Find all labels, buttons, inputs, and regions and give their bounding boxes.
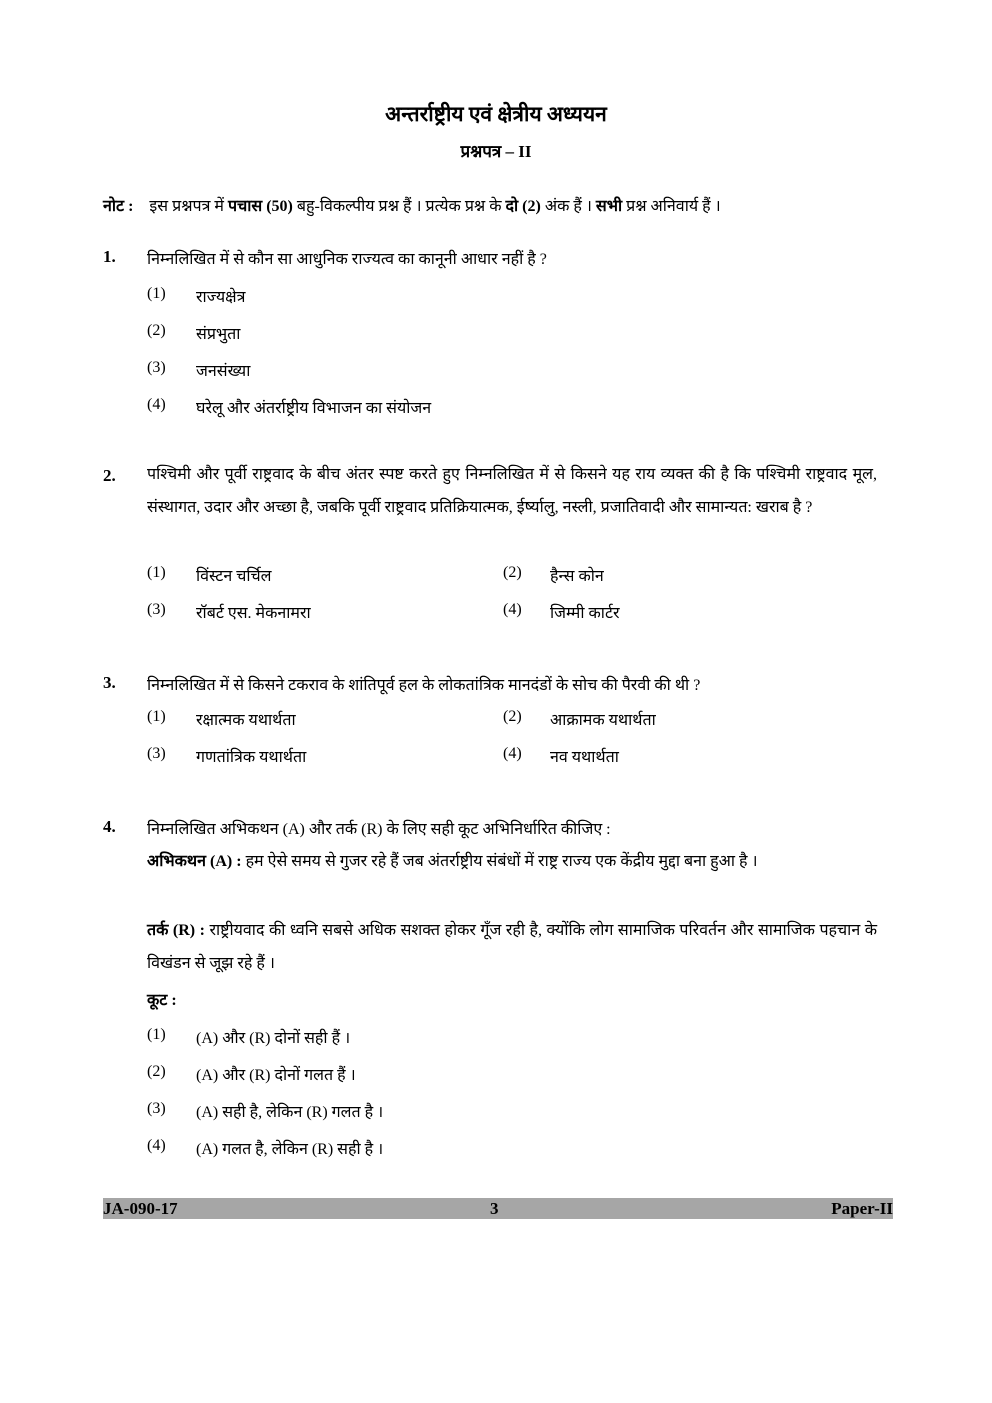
- option-text: संप्रभुता: [196, 326, 241, 343]
- page-footer: [103, 1198, 893, 1219]
- reason-label: तर्क (R) :: [147, 922, 205, 939]
- note-text: अंक हैं ।: [544, 198, 592, 215]
- paper-code: JA-090-17: [103, 1199, 178, 1218]
- option-text: नव यथार्थता: [550, 749, 619, 766]
- option-label: (2): [503, 564, 522, 581]
- option-label: (2): [147, 322, 166, 339]
- option-label: (4): [503, 601, 522, 618]
- note-text: बहु-विकल्पीय प्रश्न हैं । प्रत्येक प्रश्न के: [296, 198, 502, 215]
- assertion-text: हम ऐसे समय से गुजर रहे हैं जब अंतर्राष्ट्रीय संबंधों में राष्ट्र राज्य एक केंद्रीय मुद्दा बना हुआ है ।: [245, 853, 758, 870]
- option-text: गणतांत्रिक यथार्थता: [196, 749, 307, 766]
- question-number: 3.: [103, 673, 116, 692]
- note-bold: सभी: [595, 198, 623, 215]
- option-label: (3): [147, 601, 166, 618]
- option-text: रॉबर्ट एस. मेकनामरा: [196, 605, 311, 622]
- option-text: (A) और (R) दोनों सही हैं ।: [196, 1030, 351, 1047]
- option-label: (1): [147, 1026, 166, 1043]
- assertion-block: [147, 845, 877, 878]
- question-number: 2.: [103, 466, 116, 485]
- assertion-label: अभिकथन (A) :: [147, 853, 242, 870]
- option-label: (2): [147, 1063, 166, 1080]
- option-text: जिम्मी कार्टर: [550, 605, 620, 622]
- codes-label: कूट :: [147, 992, 177, 1009]
- option-text: आक्रामक यथार्थता: [550, 712, 656, 729]
- option-text: राज्यक्षेत्र: [196, 289, 246, 306]
- note-bold: पचास (50): [228, 198, 293, 215]
- option-text: रक्षात्मक यथार्थता: [196, 712, 296, 729]
- option-text: (A) गलत है, लेकिन (R) सही है ।: [196, 1141, 384, 1158]
- question-text: निम्नलिखित में से कौन सा आधुनिक राज्यत्व का कानूनी आधार नहीं है ?: [147, 251, 547, 268]
- question-text: निम्नलिखित अभिकथन (A) और तर्क (R) के लिए सही कूट अभिनिर्धारित कीजिए :: [147, 821, 611, 838]
- question-text: निम्नलिखित में से किसने टकराव के शांतिपूर्व हल के लोकतांत्रिक मानदंडों के सोच की पैरवी की थी ?: [147, 677, 701, 694]
- reason-text: राष्ट्रीयवाद की ध्वनि सबसे अधिक सशक्त होकर गूँज रही है, क्योंकि लोग सामाजिक परिवर्तन और सामाजिक पहचान के विखंडन से जूझ रहे हैं ।: [147, 922, 877, 972]
- option-label: (4): [147, 1137, 166, 1154]
- option-label: (3): [147, 745, 166, 762]
- option-text: हैन्स कोन: [550, 568, 604, 585]
- paper-title: अन्तर्राष्ट्रीय एवं क्षेत्रीय अध्ययन: [385, 102, 607, 126]
- page-number: 3: [490, 1199, 499, 1218]
- note-text: इस प्रश्नपत्र में: [149, 198, 224, 215]
- reason-block: [147, 914, 877, 980]
- note-bold: दो (2): [505, 198, 541, 215]
- question-text: पश्चिमी और पूर्वी राष्ट्रवाद के बीच अंतर स्पष्ट करते हुए निम्नलिखित में से किसने यह राय व्यक्त की है कि पश्चिमी राष्ट्रवाद मूल, संस्थागत, उदार और अच्छा है, जबकि पूर्वी राष्ट्रवाद प्रतिक्रियात्मक, ईर्ष्यालु, नस्ली, प्रजातिवादी और सामान्यत: खराब है ?: [147, 466, 877, 516]
- paper-label: Paper-II: [831, 1199, 893, 1218]
- option-label: (1): [147, 285, 166, 302]
- option-text: (A) सही है, लेकिन (R) गलत है ।: [196, 1104, 384, 1121]
- paper-subtitle: प्रश्नपत्र – II: [460, 142, 532, 161]
- option-label: (2): [503, 708, 522, 725]
- option-label: (1): [147, 708, 166, 725]
- option-text: जनसंख्या: [196, 363, 251, 380]
- option-label: (1): [147, 564, 166, 581]
- option-label: (4): [147, 396, 166, 413]
- option-label: (3): [147, 1100, 166, 1117]
- question-number: 4.: [103, 817, 116, 836]
- instructions-note: [103, 194, 721, 216]
- option-text: विंस्टन चर्चिल: [196, 568, 272, 585]
- option-label: (3): [147, 359, 166, 376]
- note-text: प्रश्न अनिवार्य हैं ।: [626, 198, 721, 215]
- option-label: (4): [503, 745, 522, 762]
- note-label: नोट :: [103, 198, 134, 215]
- question-number: 1.: [103, 247, 116, 266]
- option-text: (A) और (R) दोनों गलत हैं ।: [196, 1067, 356, 1084]
- option-text: घरेलू और अंतर्राष्ट्रीय विभाजन का संयोजन: [196, 400, 432, 417]
